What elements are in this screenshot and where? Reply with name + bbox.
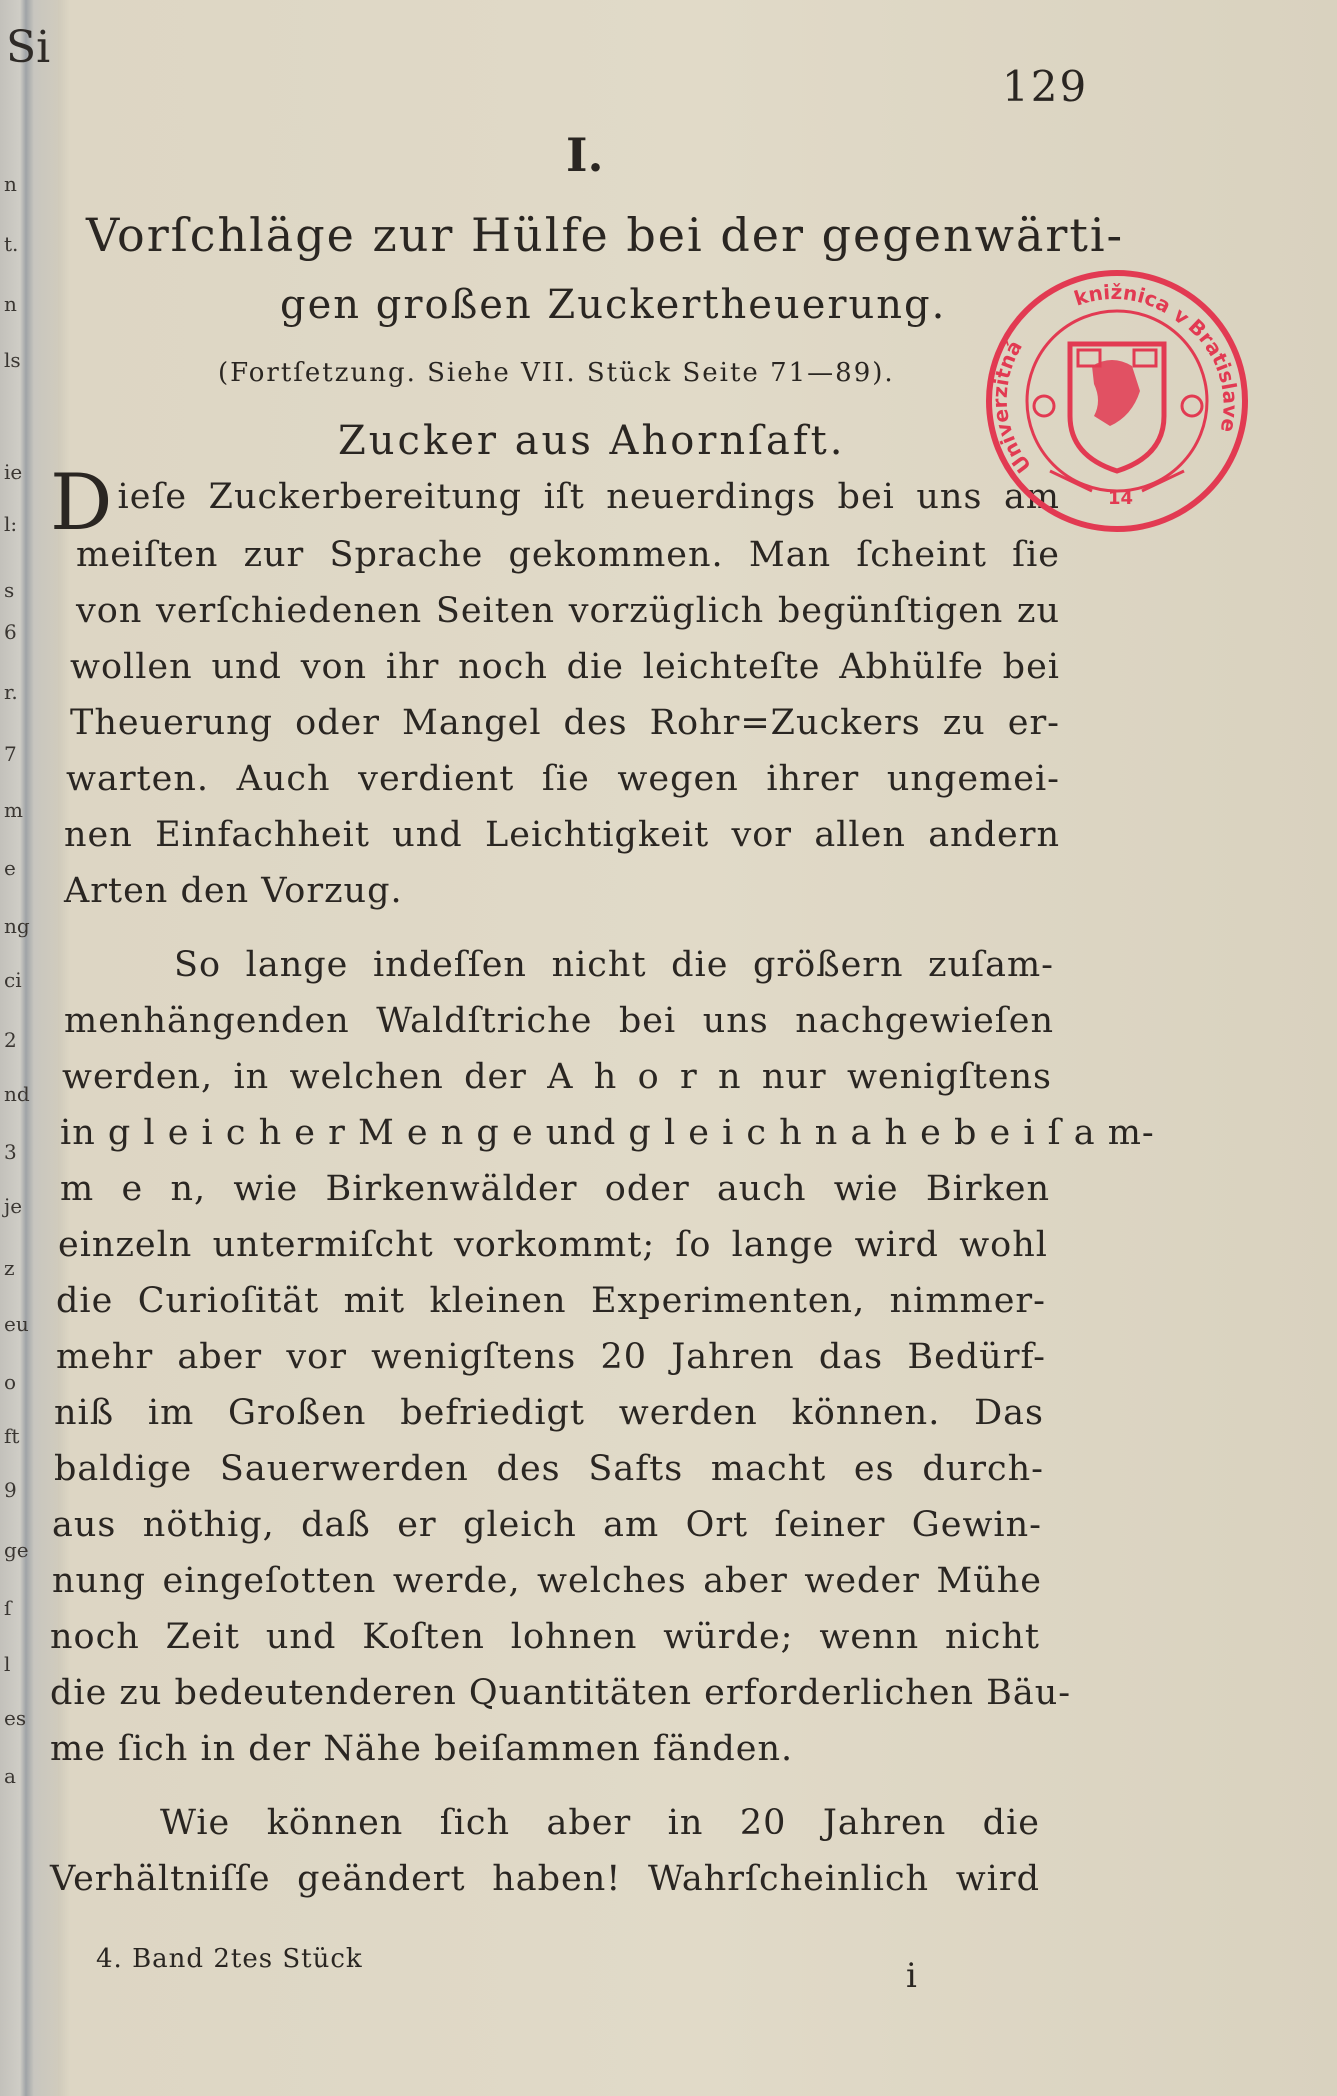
gutter-fragment: m (4, 798, 23, 822)
text-line: nung eingeſotten werde, welches aber weder Mühe (52, 1561, 1042, 1601)
text-line: m e n, wie Birkenwälder oder auch wie Birken (60, 1169, 1050, 1209)
gutter-fragment: eu (4, 1312, 29, 1336)
drop-cap: D (50, 458, 114, 548)
gutter-top-fragment: Si (6, 22, 51, 73)
text-line: aus nöthig, daß er gleich am Ort ſeiner Gewin- (52, 1505, 1042, 1545)
text-line: wollen und von ihr noch die leichteſte Abhülfe bei (70, 647, 1060, 687)
gutter-fragment: n (4, 172, 17, 196)
gutter-fragment: l: (4, 512, 18, 536)
stamp-dash-right (1142, 471, 1184, 491)
continuation-note: (Fortſetzung. Siehe VII. Stück Seite 71—89). (218, 358, 895, 388)
text-line: von verſchiedenen Seiten vorzüglich begünſtigen zu (76, 591, 1060, 631)
stamp-dash-left (1050, 471, 1092, 491)
text-line: So lange indeſſen nicht die größern zuſam- (174, 945, 1054, 985)
text-line-content: ieſe Zuckerbereitung iſt neuerdings bei uns am (117, 477, 1060, 517)
stamp-number: 14 (1108, 488, 1134, 509)
tower-icon (1134, 350, 1156, 366)
text-line: nen Einfachheit und Leichtigkeit vor allen andern (64, 815, 1060, 855)
gutter-fragment: s (4, 578, 15, 602)
gutter-fragment: t. (4, 232, 19, 256)
gutter-fragment: e (4, 856, 16, 880)
binding-gutter (0, 0, 58, 2096)
stamp-dot-right-icon (1182, 396, 1202, 416)
gutter-fragment: n (4, 292, 17, 316)
printer-signature: 4. Band 2tes Stück (96, 1944, 363, 1974)
signature-mark: i (906, 1956, 917, 1996)
gutter-fragment: ft (4, 1424, 20, 1448)
gutter-fragment: ng (4, 914, 30, 938)
gutter-fragment: 3 (4, 1140, 17, 1164)
gutter-fragment: l (4, 1652, 11, 1676)
text-line (50, 458, 1060, 548)
gutter-fragment: nd (4, 1082, 30, 1106)
text-line: einzeln untermiſcht vorkommt; ſo lange wird wohl (58, 1225, 1048, 1265)
chapter-title-line-1: Vorſchläge zur Hülfe bei der gegenwärti- (86, 208, 1125, 262)
page-number: 129 (1002, 62, 1089, 111)
gutter-fragment: ie (4, 460, 23, 484)
library-stamp (982, 266, 1252, 536)
gutter-fragment: ci (4, 968, 22, 992)
text-line: menhängenden Waldſtriche bei uns nachgewieſen (64, 1001, 1054, 1041)
text-line: niß im Großen befriedigt werden können. Das (54, 1393, 1044, 1433)
text-line: me ſich in der Nähe beiſammen fänden. (50, 1729, 794, 1769)
gutter-fragment: ge (4, 1538, 29, 1562)
gutter-fragment: a (4, 1764, 16, 1788)
text-line: noch Zeit und Koſten lohnen würde; wenn nicht (50, 1617, 1040, 1657)
text-line: Wie können ſich aber in 20 Jahren die (160, 1803, 1040, 1843)
gutter-fragment: 2 (4, 1028, 17, 1052)
gutter-fragment: je (4, 1194, 23, 1218)
text-line: in g l e i c h e r M e n g e und g l e i c h n a h e b e i ſ a m- (60, 1113, 1155, 1153)
lion-icon (1092, 360, 1140, 426)
gutter-fragment: z (4, 1256, 15, 1280)
text-line: Theuerung oder Mangel des Rohr=Zuckers zu er- (70, 703, 1060, 743)
chapter-title-line-2: gen großen Zuckertheuerung. (280, 282, 947, 328)
gutter-fragment: ſ (4, 1596, 12, 1620)
text-line: die Curioſität mit kleinen Experimenten, nimmer- (56, 1281, 1046, 1321)
stamp-dot-left-icon (1034, 396, 1054, 416)
gutter-fragment: 6 (4, 620, 17, 644)
stamp-text-top-path: knižnica v (1071, 279, 1195, 330)
text-line: baldige Sauerwerden des Safts macht es durch- (54, 1449, 1044, 1489)
text-line: warten. Auch verdient ſie wegen ihrer ungemei- (66, 759, 1060, 799)
text-line: Verhältniſſe geändert haben! Wahrſcheinlich wird (50, 1859, 1040, 1899)
text-line: die zu bedeutenderen Quantitäten erforderlichen Bäu- (50, 1673, 1072, 1713)
gutter-fragment: 9 (4, 1478, 17, 1502)
stamp-text-right-path: Bratislave (1183, 314, 1243, 435)
gutter-fragment: ls (4, 348, 21, 372)
gutter-fragment: es (4, 1706, 27, 1730)
gutter-fragment: r. (4, 680, 18, 704)
text-line: Arten den Vorzug. (64, 871, 403, 911)
text-line: meiſten zur Sprache gekommen. Man ſcheint ſie (76, 535, 1060, 575)
stamp-text-left-path: Univerzitná (987, 336, 1036, 478)
gutter-fragment: 7 (4, 742, 17, 766)
gutter-fragment: o (4, 1370, 17, 1394)
text-line: werden, in welchen der A h o r n nur wenigſtens (62, 1057, 1052, 1097)
section-subheading: Zucker aus Ahornſaft. (338, 418, 846, 464)
section-numeral: I. (566, 128, 604, 182)
text-line: mehr aber vor wenigſtens 20 Jahren das Bedürf- (56, 1337, 1046, 1377)
